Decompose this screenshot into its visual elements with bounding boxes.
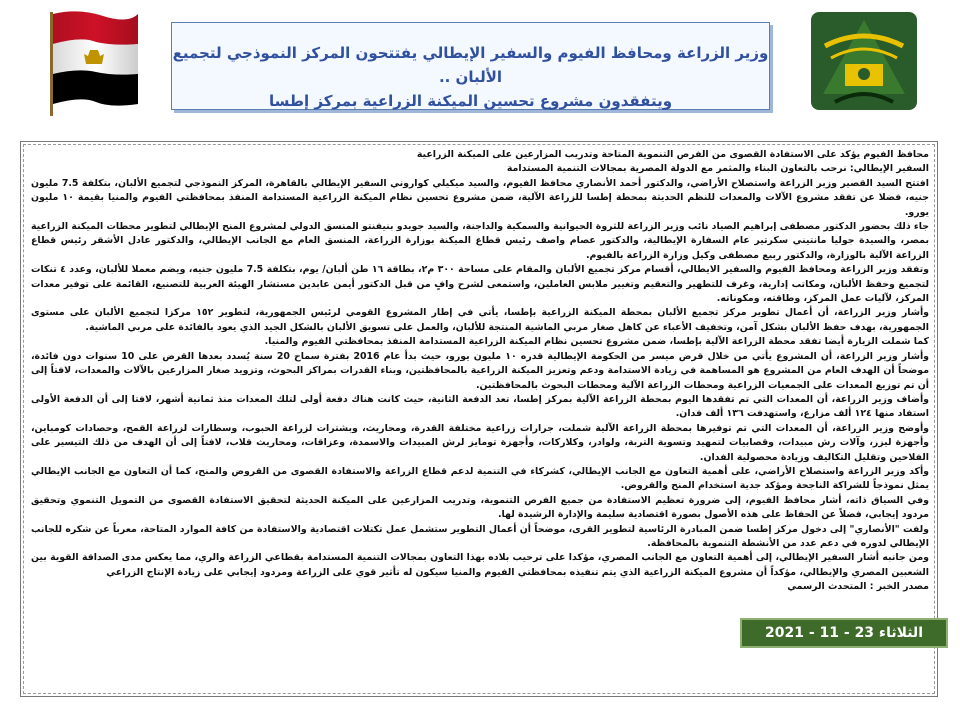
- article-paragraph: وتفقد وزير الزراعة ومحافظ الفيوم والسفير الايطالي، أقسام مركز تجميع الألبان والمقام على مساحة ٣٠٠ م٢، بطاقة ١٦ طن ألبان/ يوم، بتكلفة 7.5 مليون جنيه، ويضم معملا للألبان، وعدد ٤ تنكات لتجميع وحفظ الألبان، ومكاتب إدارية، وغرف للتطهير والتعقيم وتغيير ملابس العاملين، واستمعى لشرح وافٍ من قبل الدكتور أيمن عابدين مستشار الهيئة العربية للتصنيع، القائمة على توفير معدات المركز، لآليات عمل المركز، وطاقته، ومكوناته.: [31, 264, 929, 305]
- article-paragraph: السفير الإيطالي: نرحب بالتعاون البناء والمثمر مع الدولة المصرية بمجالات التنمية المستدامة: [506, 163, 929, 175]
- article-paragraph: ولفت "الأنصاري" إلى دخول مركز إطسا ضمن المبادرة الرئاسية لتطوير القرى، موضحاً أن أعمال التطوير ستشمل عمل تكتلات اقتصادية والاستفادة من كافة الموارد المتاحة، معرباً عن شكره للجانب الإيطالي لدوره في دعم عدد من الأنشطة التنموية بالمحافظة.: [31, 523, 929, 549]
- article-paragraph: وفي السياق ذاته، أشار محافظ الفيوم، إلى ضرورة تعظيم الاستفادة من جميع الفرص التنموية، وتدريب المزارعين على الميكنة الحديثة لتحقيق الاستفادة القصوى من التمويل التنموي وتحقيق مردود إيجابي، فضلاً عن الحفاظ على هذه الأصول بصورة اقتصادية سليمة والإدارة الرشيدة لها.: [31, 494, 929, 521]
- publish-date: الثلاثاء 23 - 11 - 2021: [764, 625, 923, 641]
- article-box: [20, 141, 938, 697]
- article-paragraph: وأضاف وزير الزراعة، أن المعدات التي تم تفقدها اليوم بمحطة الزراعة الآلية بمركز إطسا، تعد الدفعة الثانية، حيث كانت هناك دفعة أولى لتلك المعدات منذ ثمانية أشهر، لافتا إلى أن الدفعة الأولى استفاد منها ١٢٤ ألف مزارع، واستهدفت ١٣٦ ألف فدان.: [31, 393, 929, 420]
- headline-line-2: ويتفقدون مشروع تحسين الميكنة الزراعية بمركز إطسا: [268, 92, 673, 110]
- article-paragraph: وأشار وزير الزراعة، أن المشروع يأتي من خلال قرض ميسر من الحكومة الإيطالية قدره ١٠ مليون يورو، حيث بدأ عام 2016 بفترة سماح 20 سنة يُسدد بعدها القرض على 10 سنوات دون فائدة، موضحاً أن الهدف العام من المشروع هو المساهمة في زيادة الاستدامة ودعم وتعزيز الميكنة الزراعية بالمحافظتين، وبناء القدرات بمراكز البحوث، وتزويد صغار المزارعين بالآلات والمعدات، لافتاً إلى أن تم توزيع المعدات على الجمعيات الزراعية ومحطات الزراعة الآلية ومحطات البحوث بالمحافظتين.: [31, 350, 929, 391]
- article-paragraph: جاء ذلك بحضور الدكتور مصطفى إبراهيم الصياد نائب وزير الزراعة للثروة الحيوانية والسمكية والداجنة، والسيد جويدو بنيفنتو المنسق الدولي لمشروع المنح الإيطالي لتطوير محطات الميكنة الزراعية بمصر، والسيدة جوليا مانتيني سكرتير عام السفارة الإيطالية، والدكتور عصام واصف رئيس قطاع الميكنة بوزارة الزراعة، المنسق العام مع الجانب الإيطالي، والدكتور عادل الأشقر رئيس قطاع الزراعة الآلية بالوزارة، والدكتور ربيع مصطفى وكيل وزارة الزراعة بالفيوم.: [31, 221, 929, 261]
- article-paragraph: وأشار وزير الزراعة، أن أعمال تطوير مركز تجميع الألبان بمحطة الميكنة الزراعية بإطسا، يأتي في إطار المشروع القومي لرئيس الجمهورية، لتطوير ١٥٢ مركزا لتجميع الألبان على مستوى الجمهورية، بهدف حفظ الألبان بشكل آمن، وتخفيف الأعباء عن كاهل صغار مربي الماشية المنتجة للألبان، والعمل على تسويق الألبان بالشكل الجيد الذي يعود بالفائدة على مربي الماشية.: [31, 307, 929, 333]
- headline-line-1: وزير الزراعة ومحافظ الفيوم والسفير الإيطالي يفتتحون المركز النموذجي لتجميع الألبان ..: [172, 44, 769, 86]
- article-paragraph: ومن جانبه أشار السفير الإيطالي، إلى أهمية التعاون مع الجانب المصري، مؤكدا على ترحيب بلاده بهذا التعاون بمجالات التنمية المستدامة بقطاعي الزراعة والري، مما يعكس مدى الصداقة القوية بين الشعبين المصري والإيطالي، مؤكداً أن مشروع الميكنة الزراعية الذي يتم تنفيذه بمحافظتي الفيوم والمنيا سيكون له تأثير قوي على الزراعة ومردود إيجابي على زيادة الإنتاج الزراعي: [31, 552, 929, 578]
- article-paragraph: افتتح السيد القصير وزير الزراعة واستصلاح الأراضي، والدكتور أحمد الأنصاري محافظ الفيوم، والسيد ميكيلي كواروني السفير الإيطالي بالقاهرة، المركز النموذجي لتجميع الألبان، بتكلفة 7.5 مليون جنيه، فضلا عن تفقد مشروع الآلات والمعدات للنظم الحديثة بمحطة إطسا للزراعة الآلية، ضمن مشروع تحسين نظام الميكنة الزراعية المستدامة المنفذ بمحافظتي الفيوم والمنيا بقيمة ١٠ مليون يورو.: [31, 177, 930, 218]
- article-body: [31, 148, 929, 595]
- egypt-flag-icon: [48, 8, 140, 116]
- article-paragraph: وأكد وزير الزراعة واستصلاح الأراضي، على أهمية التعاون مع الجانب الإيطالي، كشركاء في التنمية لدعم قطاع الزراعة والاستفادة القصوى من القروض والمنح، كما أن التعاون مع الجانب الإيطالي يمثل نموذجاً للشراكة الناجحة ومؤكد جدية استخدام المنح والقروض.: [31, 465, 929, 492]
- governorate-logo-icon: [805, 6, 923, 116]
- date-bar: [740, 618, 948, 648]
- article-paragraph: كما شملت الزيارة أيضا تفقد محطة الزراعة الآلية بإطسا، ضمن مشروع تحسين نظام الميكنة الزراعية المستدامة المنفذ بمحافظتي الفيوم والمنيا.: [264, 336, 929, 348]
- article-paragraph: محافظ الفيوم يؤكد على الاستفادة القصوى من الفرص التنموية المتاحة وتدريب المزارعين على الميكنة الزراعية: [416, 149, 929, 160]
- article-source: مصدر الخبر : المتحدث الرسمي: [787, 581, 929, 593]
- headline-box: [171, 22, 770, 110]
- article-paragraph: وأوضح وزير الزراعة، أن المعدات التي تم توفيرها بمحطة الزراعة الآلية شملت، جرارات زراعية مختلفة القدرة، ومحاريث، وبشترات لزراعة الحبوب، وسطارات لزراعة القمح، وحصادات كومباين، وأجهزة ليزر، وآلات رش مبيدات، وقصابيات لتمهيد وتسوية التربة، ولوادر، وكلاركات، وأجهزة تومايز لرش المبيدات والاسمدة، وعزاقات، ومحاريث قلاب، لافتاً إلى أن الهدف من ذلك التيسير على الفلاحين وتقليل التكاليف وزيادة محصولية الفدان.: [31, 422, 929, 463]
